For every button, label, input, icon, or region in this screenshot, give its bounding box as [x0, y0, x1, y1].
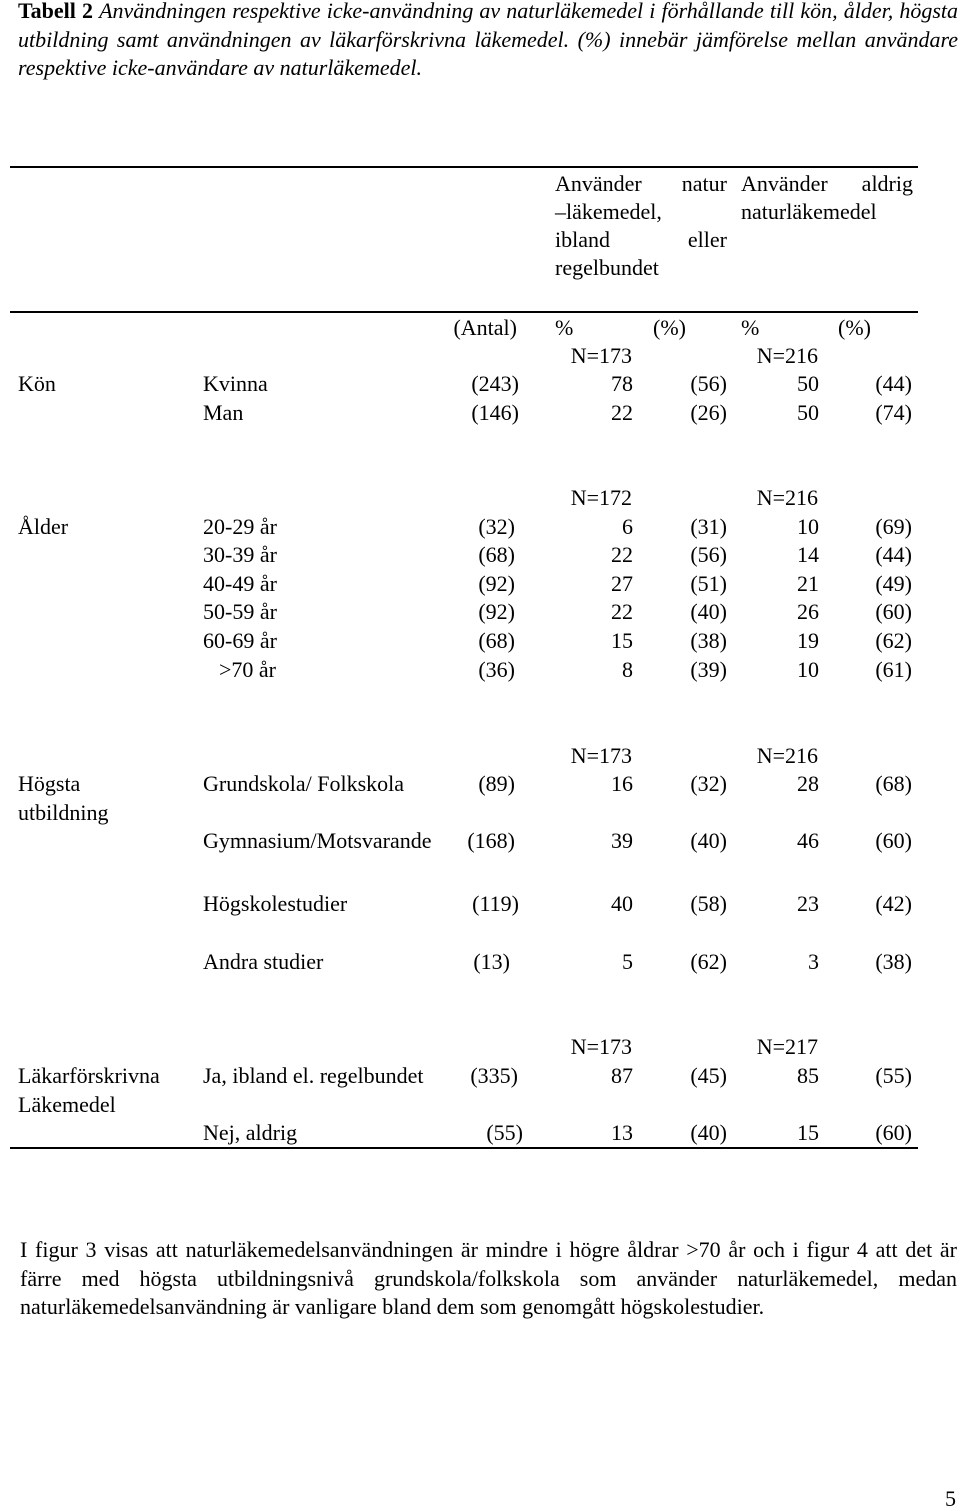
row-users-cmp: (40) [690, 599, 727, 624]
row-nonusers-pct: 50 [797, 400, 819, 425]
body-paragraph: I figur 3 visas att naturläkemedelsanvändningen är mindre i högre åldrar >70 år och i figur 4 att det är färre med högsta utbildningsnivå grundskola/folkskola som använder naturläkemedel, medan naturläkemedelsanvändning är vanligare bland dem som genomgått högskolestudier. [20, 1237, 957, 1319]
row-name: 40-49 år [203, 571, 277, 596]
row-antal: (92) [478, 599, 515, 624]
users-cmp-header: (%) [653, 315, 686, 340]
row-users-cmp: (38) [690, 628, 727, 653]
row-nonusers-cmp: (60) [875, 1120, 912, 1145]
row-users-cmp: (40) [690, 828, 727, 853]
row-nonusers-cmp: (55) [875, 1063, 912, 1088]
row-users-pct: 6 [622, 514, 633, 539]
row-users-cmp: (62) [690, 949, 727, 974]
nonusers-cmp-header: (%) [838, 315, 871, 340]
row-nonusers-cmp: (44) [875, 371, 912, 396]
row-users-pct: 87 [611, 1063, 633, 1088]
row-antal: (55) [486, 1120, 523, 1145]
row-name: Grundskola/ Folkskola [203, 771, 405, 796]
n-users: N=173 [570, 743, 632, 768]
row-name: Man [203, 400, 244, 425]
row-name: 20-29 år [203, 514, 277, 539]
row-name: Ja, ibland el. regelbundet [203, 1063, 424, 1088]
header-users [555, 170, 727, 282]
row-antal: (146) [471, 400, 519, 425]
row-users-pct: 13 [611, 1120, 633, 1145]
page-number: 5 [945, 1486, 956, 1511]
caption-label: Tabell 2 [18, 0, 93, 23]
row-nonusers-pct: 50 [797, 371, 819, 396]
table-top-rule [10, 166, 918, 168]
row-users-pct: 22 [611, 542, 633, 567]
row-users-pct: 22 [611, 599, 633, 624]
row-users-cmp: (45) [690, 1063, 727, 1088]
row-nonusers-pct: 3 [808, 949, 819, 974]
section-label: Läkemedel [18, 1092, 116, 1117]
row-antal: (13) [473, 949, 510, 974]
row-users-cmp: (26) [690, 400, 727, 425]
row-nonusers-cmp: (38) [875, 949, 912, 974]
section-label: Kön [18, 371, 56, 396]
n-users: N=173 [570, 1034, 632, 1059]
header-rule [10, 311, 918, 313]
row-users-cmp: (39) [690, 657, 727, 682]
n-nonusers: N=217 [756, 1034, 818, 1059]
antal-header: (Antal) [453, 315, 517, 340]
row-antal: (168) [467, 828, 515, 853]
row-users-cmp: (32) [690, 771, 727, 796]
header-nonusers-line-2: naturläkemedel [741, 199, 877, 224]
row-nonusers-cmp: (62) [875, 628, 912, 653]
row-antal: (335) [470, 1063, 518, 1088]
row-nonusers-cmp: (74) [875, 400, 912, 425]
row-nonusers-pct: 26 [797, 599, 819, 624]
section-label: Läkarförskrivna [18, 1063, 160, 1088]
row-users-pct: 78 [611, 371, 633, 396]
row-name: >70 år [219, 657, 276, 682]
row-nonusers-pct: 10 [797, 657, 819, 682]
row-users-cmp: (58) [690, 891, 727, 916]
row-antal: (32) [478, 514, 515, 539]
row-nonusers-cmp: (61) [875, 657, 912, 682]
row-name: 30-39 år [203, 542, 277, 567]
n-users: N=172 [570, 485, 632, 510]
row-nonusers-cmp: (60) [875, 599, 912, 624]
row-users-pct: 22 [611, 400, 633, 425]
header-users-line-1: Använder natur [555, 171, 727, 196]
header-users-line-3: ibland eller [555, 227, 727, 252]
row-nonusers-cmp: (42) [875, 891, 912, 916]
table-caption [18, 0, 958, 83]
row-nonusers-pct: 21 [797, 571, 819, 596]
section-label: Högsta [18, 771, 81, 796]
row-nonusers-pct: 23 [797, 891, 819, 916]
section-label: utbildning [18, 800, 109, 825]
row-name: Gymnasium/Motsvarande [203, 828, 432, 853]
row-nonusers-cmp: (60) [875, 828, 912, 853]
row-antal: (36) [478, 657, 515, 682]
header-nonusers-line-1: Använder aldrig [741, 171, 913, 196]
row-users-cmp: (56) [690, 542, 727, 567]
header-nonusers [741, 170, 913, 226]
n-users: N=173 [570, 343, 632, 368]
n-nonusers: N=216 [756, 743, 818, 768]
users-pct-header: % [555, 315, 574, 340]
row-nonusers-pct: 15 [797, 1120, 819, 1145]
n-nonusers: N=216 [756, 485, 818, 510]
row-nonusers-cmp: (69) [875, 514, 912, 539]
row-antal: (243) [471, 371, 519, 396]
row-users-pct: 39 [611, 828, 633, 853]
row-users-cmp: (40) [690, 1120, 727, 1145]
row-users-pct: 8 [622, 657, 633, 682]
row-nonusers-cmp: (49) [875, 571, 912, 596]
row-users-cmp: (31) [690, 514, 727, 539]
row-users-pct: 15 [611, 628, 633, 653]
row-nonusers-pct: 28 [797, 771, 819, 796]
row-users-pct: 40 [611, 891, 633, 916]
row-antal: (68) [478, 542, 515, 567]
row-name: Nej, aldrig [203, 1120, 298, 1145]
n-nonusers: N=216 [756, 343, 818, 368]
table-bottom-rule [10, 1147, 918, 1149]
row-antal: (68) [478, 628, 515, 653]
row-antal: (92) [478, 571, 515, 596]
row-nonusers-pct: 19 [797, 628, 819, 653]
row-antal: (89) [478, 771, 515, 796]
row-users-pct: 27 [611, 571, 633, 596]
row-nonusers-pct: 14 [797, 542, 819, 567]
row-nonusers-pct: 10 [797, 514, 819, 539]
row-antal: (119) [472, 891, 519, 916]
row-name: 50-59 år [203, 599, 277, 624]
row-users-pct: 16 [611, 771, 633, 796]
caption-text: Användningen respektive icke-användning av naturläkemedel i förhållande till kön, ålder, högsta utbildning samt användningen av läkarförskrivna läkemedel. (%) innebär jämförelse mellan användare respektive icke-användare av naturläkemedel. [18, 0, 959, 80]
row-name: Andra studier [203, 949, 324, 974]
nonusers-pct-header: % [741, 315, 760, 340]
row-users-cmp: (56) [690, 371, 727, 396]
row-name: Kvinna [203, 371, 268, 396]
row-nonusers-pct: 46 [797, 828, 819, 853]
header-users-line-4: regelbundet [555, 255, 659, 280]
row-nonusers-cmp: (44) [875, 542, 912, 567]
header-users-line-2: –läkemedel, [555, 199, 662, 224]
row-nonusers-cmp: (68) [875, 771, 912, 796]
section-label: Ålder [18, 514, 69, 539]
row-users-cmp: (51) [690, 571, 727, 596]
row-name: 60-69 år [203, 628, 277, 653]
row-users-pct: 5 [622, 949, 633, 974]
row-name: Högskolestudier [203, 891, 348, 916]
row-nonusers-pct: 85 [797, 1063, 819, 1088]
